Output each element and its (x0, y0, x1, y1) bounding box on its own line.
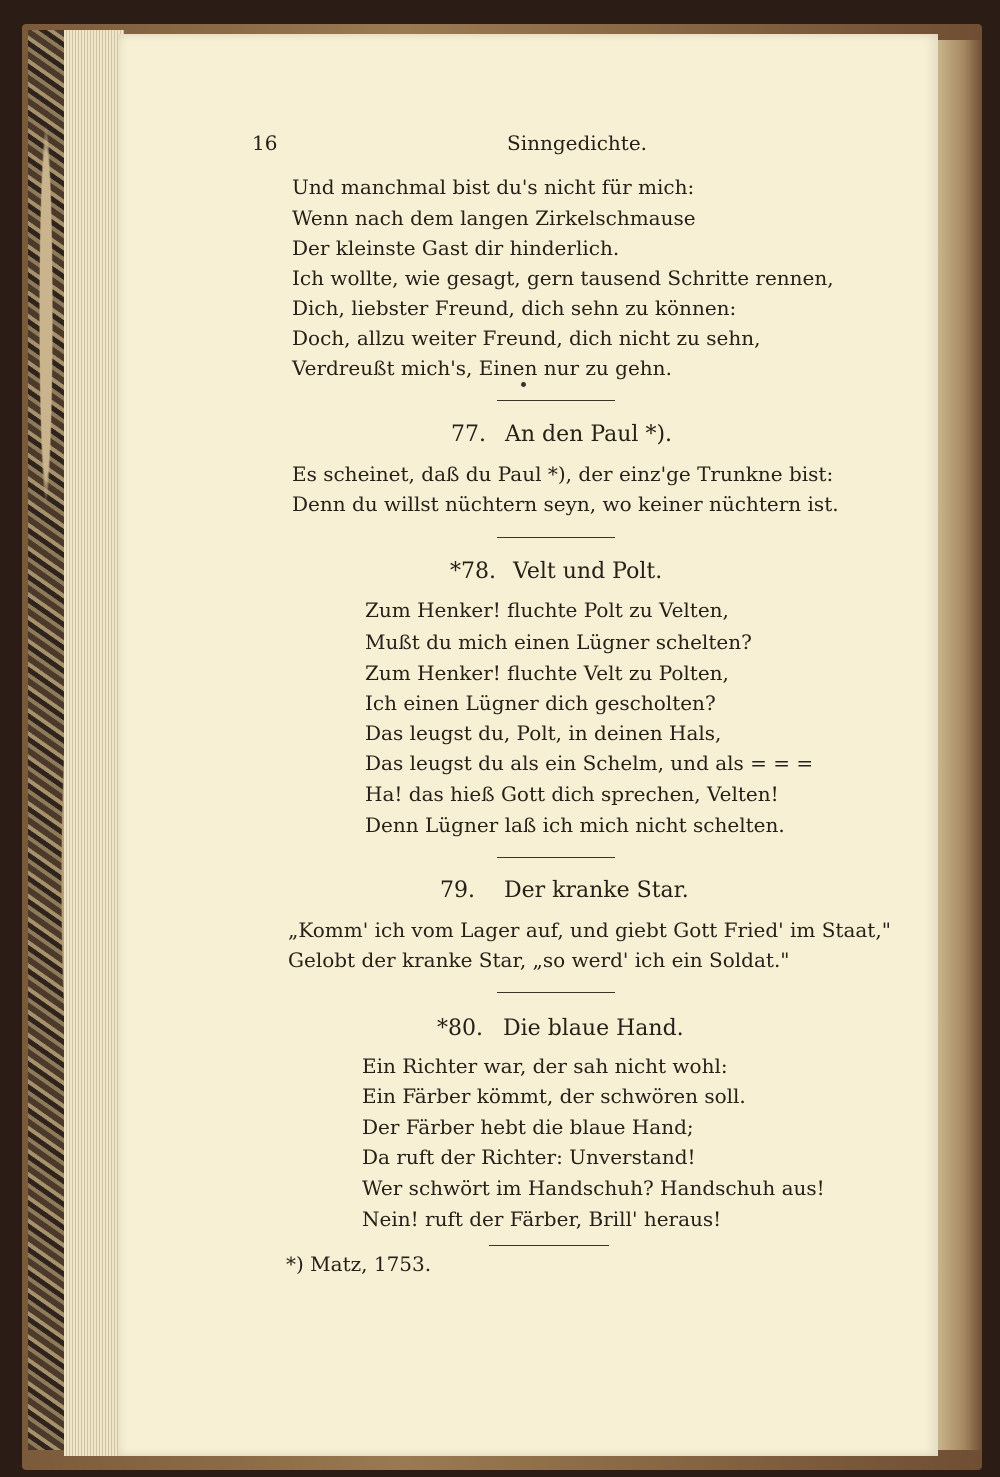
divider-rule (489, 1245, 609, 1246)
poem-number: 79. (440, 878, 475, 903)
poem-line: Gelobt der kranke Star, „so werd' ich ein Soldat." (288, 948, 790, 972)
page-number: 16 (252, 131, 278, 155)
poem-number: *78. (450, 559, 496, 584)
poem-line: Ein Richter war, der sah nicht wohl: (362, 1054, 728, 1078)
poem-line: Doch, allzu weiter Freund, dich nicht zu sehn, (292, 326, 761, 350)
poem-title: Velt und Polt. (513, 559, 663, 584)
page-stack (64, 30, 124, 1456)
poem-line: Zum Henker! fluchte Velt zu Polten, (365, 661, 729, 685)
footnote: *) Matz, 1753. (286, 1252, 432, 1276)
poem-line: „Komm' ich vom Lager auf, und giebt Gott Fried' im Staat," (288, 918, 891, 942)
poem-line: Wer schwört im Handschuh? Handschuh aus! (362, 1176, 825, 1200)
poem-line: Ich einen Lügner dich gescholten? (365, 691, 716, 715)
poem-line: Verdreußt mich's, Einen nur zu gehn. (292, 356, 672, 380)
poem-line: Ein Färber kömmt, der schwören soll. (362, 1084, 746, 1108)
poem-line: Es scheinet, daß du Paul *), der einz'ge Trunkne bist: (292, 462, 834, 486)
poem-line: Der Färber hebt die blaue Hand; (362, 1115, 694, 1139)
divider-rule (497, 992, 615, 993)
poem-line: Da ruft der Richter: Unverstand! (362, 1145, 696, 1169)
divider-rule (497, 857, 615, 858)
running-head: Sinngedichte. (507, 131, 648, 155)
poem-number: 77. (451, 422, 486, 447)
poem-title: An den Paul *). (505, 422, 673, 447)
poem-line: Dich, liebster Freund, dich sehn zu können: (292, 296, 737, 320)
poem-line: Zum Henker! fluchte Polt zu Velten, (365, 598, 729, 622)
poem-line: Wenn nach dem langen Zirkelschmause (292, 206, 696, 230)
poem-line: Das leugst du als ein Schelm, und als = = = (365, 751, 814, 775)
poem-title: Die blaue Hand. (503, 1016, 684, 1041)
poem-line: Ha! das hieß Gott dich sprechen, Velten! (365, 782, 779, 806)
poem-line: Nein! ruft der Färber, Brill' heraus! (362, 1207, 722, 1231)
poem-line: Denn Lügner laß ich mich nicht schelten. (365, 813, 785, 837)
poem-line: Das leugst du, Polt, in deinen Hals, (365, 721, 722, 745)
poem-line: Denn du willst nüchtern seyn, wo keiner nüchtern ist. (292, 492, 839, 516)
cover-edge (938, 40, 982, 1450)
poem-title: Der kranke Star. (504, 878, 689, 903)
poem-line: Ich wollte, wie gesagt, gern tausend Schritte rennen, (292, 266, 834, 290)
divider-dot (521, 382, 526, 387)
divider-rule (497, 400, 615, 401)
poem-line: Und manchmal bist du's nicht für mich: (292, 175, 695, 199)
poem-line: Der kleinste Gast dir hinderlich. (292, 236, 620, 260)
poem-line: Mußt du mich einen Lügner schelten? (365, 630, 752, 654)
poem-number: *80. (437, 1016, 483, 1041)
divider-rule (497, 537, 615, 538)
